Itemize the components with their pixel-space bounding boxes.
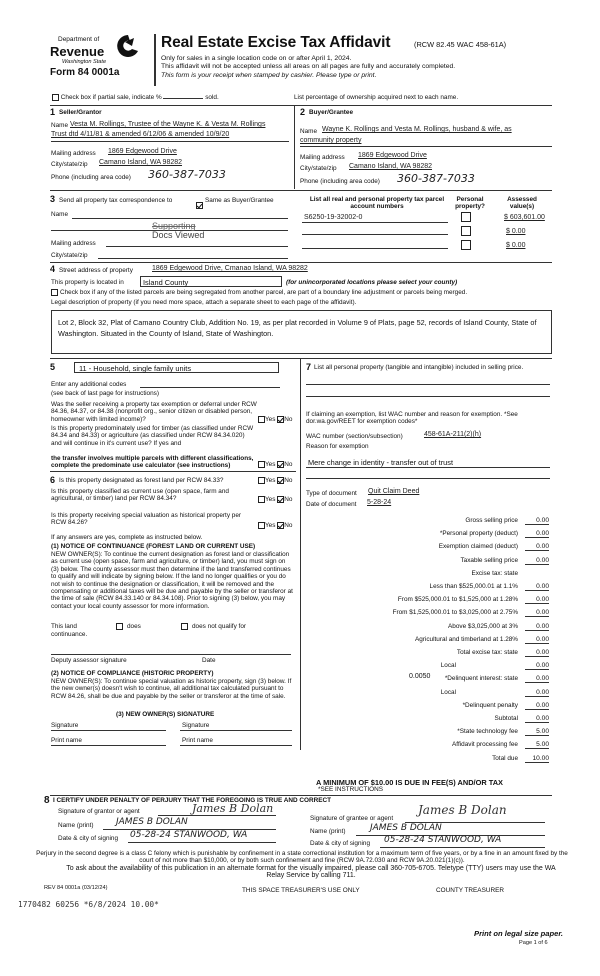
fee-label-5: Less than $525,000.01 at 1.1% [429, 583, 518, 590]
property-number: 4 [50, 264, 56, 274]
section6-number: 6 [50, 475, 56, 485]
historic-no-checkbox[interactable] [277, 522, 284, 529]
grantee-name-label: Name (print) [310, 828, 346, 835]
does-qualify-checkbox[interactable] [116, 623, 123, 630]
fee-label-9: Agricultural and timberland at 1.28% [414, 635, 518, 643]
minimum-fee-note: A MINIMUM OF $10.00 IS DUE IN FEE(S) AND/OR TAX [316, 778, 503, 787]
grantee-date-label: Date & city of signing [310, 840, 371, 847]
ownership-note: List percentage of ownership acquired next to each name. [294, 94, 459, 101]
personal-property-list-label: List all personal property (tangible and intangible) included in selling price. [314, 364, 524, 371]
grantee-heading: Buyer/Grantee [309, 109, 354, 116]
personal-property-checkbox-1[interactable] [461, 212, 471, 222]
fee-label-6: From $525,000.01 to $1,525,000 at 1.28% [397, 596, 518, 604]
alternate-format-note: To ask about the availability of this publication in an alternate format for the visually impaired, please call 360-705-6705. Teletype (TTY) users may use the WA Relay Service by calling 711. [66, 865, 556, 880]
seller-city[interactable]: Camano Island, WA 98282 [99, 159, 183, 166]
grantee-name-print[interactable]: JAMES B DOLAN [370, 823, 442, 833]
partial-sale-label: Check box if partial sale, indicate % [60, 94, 162, 102]
document-type[interactable]: Quit Claim Deed [368, 488, 420, 495]
grantee-date-city[interactable]: 05-28-24 STANWOOD, WA [384, 835, 502, 845]
timber-yes-checkbox[interactable] [258, 461, 265, 468]
timber-question-2: the transfer involves multiple parcels with different classifications, complete the predominate use calculator (see instructions) [51, 455, 254, 470]
fee-value-14[interactable]: 0.00 [525, 702, 549, 710]
document-type-label: Type of document [306, 490, 357, 497]
fee-value-17[interactable]: 5.00 [525, 741, 549, 749]
personal-property-header: Personal property? [455, 196, 485, 211]
assessed-value-1[interactable]: $ 603,601.00 [504, 214, 545, 221]
forest-yes-no: Yes No [258, 477, 292, 485]
grantee-city[interactable]: Camano Island, WA 98282 [349, 163, 433, 170]
current-use-no-checkbox[interactable] [277, 496, 284, 503]
additional-codes-label: Enter any additional codes [51, 381, 127, 388]
fee-value-12[interactable]: 0.00 [525, 675, 549, 683]
washington-state-label: Washington State [62, 59, 107, 65]
does-not-label: does not qualify for [192, 623, 246, 630]
dor-logo-block [50, 34, 150, 82]
land-use-value: 11 - Household, single family units [79, 364, 192, 373]
treasurer-use-label: THIS SPACE TREASURER'S USE ONLY [242, 887, 360, 894]
current-use-yes-checkbox[interactable] [258, 496, 265, 503]
same-as-grantee-checkbox[interactable] [196, 202, 203, 209]
codes-note: (see back of last page for instructions) [51, 390, 159, 397]
seller-heading: Seller/Grantor [59, 109, 102, 116]
exemption-yes-checkbox[interactable] [258, 416, 265, 423]
grantor-signature[interactable]: James B Dolan [192, 802, 274, 815]
street-address-label: Street address of property [59, 267, 133, 274]
fee-label-17: Affidavit processing fee [452, 741, 518, 749]
exemption-reason[interactable]: Mere change in identity - transfer out of trust [308, 458, 454, 467]
continuance-text: NEW OWNER(S): To continue the current designation as forest land or classification as current use (open space, farm and agriculture, or timber) land, you must sign on (3) below. The county assessor must then determine if the land transferred continues to qualify and will indicate by signing below. If the land no longer qualifies or you do not wish to continue the designation or classification, it will be removed and the compensating or additional taxes will be due and payable by the seller or transferor at the time of sale (RCW 84.33.140 or 84.34.108). Prior to signing (3) below, you may contact your local county assessor for more information. [51, 551, 293, 610]
fee-value-5[interactable]: 0.00 [525, 583, 549, 591]
subtitle-3: This form is your receipt when stamped by cashier. Please type or print. [161, 72, 377, 79]
corr-city-label: City/state/zip [51, 252, 88, 259]
partial-sale-checkbox[interactable] [52, 94, 59, 101]
located-in-label: This property is located in [51, 279, 124, 286]
fee-value-8[interactable]: 0.00 [525, 623, 549, 631]
grantor-date-label: Date & city of signing [58, 835, 119, 842]
fee-value-15[interactable]: 0.00 [525, 715, 549, 723]
fee-label-2: Exemption claimed (deduct) [438, 543, 518, 551]
forest-no-checkbox[interactable] [277, 477, 284, 484]
deputy-signature-label: Deputy assessor signature [51, 657, 127, 664]
assessed-value-3[interactable]: $ 0.00 [506, 242, 526, 249]
does-not-qualify-checkbox[interactable] [181, 623, 188, 630]
same-as-grantee-label: Same as Buyer/Grantee [205, 197, 274, 204]
exemption-yes-no: Yes No [258, 416, 292, 424]
fee-value-6[interactable]: 0.00 [525, 596, 549, 604]
revision-label: REV 84 0001a (03/12/24) [44, 885, 108, 891]
subtitle-2: This affidavit will not be accepted unless all areas on all pages are fully and accurately completed. [161, 63, 456, 70]
fee-label-18: Total due [492, 754, 518, 762]
fee-label-3: Taxable selling price [460, 556, 518, 564]
assessed-value-2[interactable]: $ 0.00 [506, 228, 526, 235]
grantee-name-label: Name [300, 128, 318, 135]
reason-label: Reason for exemption [306, 443, 369, 450]
seller-phone[interactable]: 360-387-7033 [148, 168, 226, 181]
segregation-label: Check box if any of the listed parcels are being segregated from another parcel, are part of a boundary line adjustment or parcels being merged. [60, 289, 468, 296]
local-rate: 0.0050 [409, 673, 431, 680]
legal-description-box[interactable] [51, 310, 552, 354]
deputy-date-label: Date [202, 657, 216, 664]
see-instructions-note: *SEE INSTRUCTIONS [318, 786, 383, 793]
logo-icon [116, 34, 140, 60]
partial-sale-row [52, 94, 219, 102]
personal-property-checkbox-3[interactable] [461, 240, 471, 250]
seller-mailing-label: Mailing address [51, 150, 96, 157]
timber-no-checkbox[interactable] [277, 461, 284, 468]
dept-label: Department of [58, 36, 100, 43]
rcw-reference: (RCW 82.45 WAC 458-61A) [414, 40, 507, 49]
perjury-warning: Perjury in the second degree is a class C felony which is punishable by confinement in a state correctional institution for a maximum term of five years, or by a fine in an amount fixed by the court of not more than $10,000, or by both such confinement and fine (RCW 9A.72.030 and RCW 9A.20.021(1)(c)). [36, 850, 568, 865]
grantee-phone-label: Phone (including area code) [300, 178, 380, 185]
grantor-signature-label: Signature of grantor or agent [58, 808, 140, 815]
receipt-stamp: 1770482 60256 *6/8/2024 10.00* [18, 900, 159, 909]
forest-land-question: Is this property designated as forest land per RCW 84.33? [59, 477, 224, 484]
grantee-signature-label: Signature of grantee or agent [310, 815, 394, 822]
continuance-label: continuance. [51, 631, 88, 638]
personal-property-checkbox-2[interactable] [461, 226, 471, 236]
fee-value-2[interactable]: 0.00 [525, 543, 549, 551]
page-number: Page 1 of 6 [519, 940, 548, 946]
seller-phone-label: Phone (including area code) [51, 174, 131, 181]
section5-number: 5 [50, 362, 56, 372]
document-date-label: Date of document [306, 501, 357, 508]
historic-heading: (2) NOTICE OF COMPLIANCE (HISTORIC PROPERTY) [51, 670, 214, 677]
legal-description-text: Lot 2, Block 32, Plat of Camano Country Club, Addition No. 19, as per plat recorded in Volume 9 of Plats, page 52, records of Island County, State of Washington. Situated in the County of Island, State of Washington. [58, 318, 537, 338]
this-land-label: This land [51, 623, 77, 630]
fee-label-13: Local [440, 688, 456, 696]
continuance-heading: (1) NOTICE OF CONTINUANCE (FOREST LAND OR CURRENT USE) [51, 543, 256, 550]
sold-label: sold. [205, 94, 219, 102]
fee-value-16[interactable]: 5.00 [525, 728, 549, 736]
county-value: Island County [143, 278, 189, 287]
owner-print-name-2: Print name [182, 737, 213, 744]
fee-value-10[interactable]: 0.00 [525, 649, 549, 657]
grantee-number: 2 [300, 107, 306, 117]
fee-label-0: Gross selling price [465, 517, 518, 524]
section8-number: 8 [44, 795, 50, 806]
new-owner-signature-heading: (3) NEW OWNER(S) SIGNATURE [116, 711, 215, 718]
grantee-name-1[interactable]: Wayne K. Rollings and Vesta M. Rollings, husband & wife, as [322, 126, 512, 133]
fee-value-7[interactable]: 0.00 [525, 609, 549, 617]
seller-mailing[interactable]: 1869 Edgewood Drive [108, 148, 177, 155]
document-date[interactable]: 5-28-24 [367, 499, 392, 506]
fee-label-10: Total excise tax: state [456, 649, 518, 656]
fee-label-1: *Personal property (deduct) [439, 530, 518, 538]
grantor-date-city[interactable]: 05-28-24 STANWOOD, WA [130, 830, 248, 840]
stamp-line-2: Docs Viewed [152, 230, 205, 240]
fee-value-9[interactable]: 0.00 [525, 636, 549, 644]
forest-yes-checkbox[interactable] [258, 477, 265, 484]
correspondence-label: Send all property tax correspondence to [59, 197, 173, 204]
owner-print-name-1: Print name [51, 737, 82, 744]
correspondence-number: 3 [50, 194, 56, 204]
fee-label-15: Subtotal [494, 715, 518, 722]
grantee-name-2[interactable]: community property [300, 137, 362, 144]
fee-value-0[interactable]: 0.00 [525, 517, 549, 525]
unincorporated-note: (for unincorporated locations please select your county) [286, 279, 458, 286]
fee-value-1[interactable]: 0.00 [525, 530, 549, 538]
legal-description-label: Legal description of property (if you need more space, attach a separate sheet to each page of the affidavit). [51, 299, 357, 306]
fee-label-4: Excise tax: state [471, 569, 518, 577]
fee-label-7: From $1,525,000.01 to $3,025,000 at 2.75% [392, 609, 518, 617]
street-address[interactable]: 1869 Edgewood Drive, Cmanao Island, WA 98282 [152, 265, 308, 272]
seller-name-1[interactable]: Vesta M. Rollings, Trustee of the Wayne K. & Vesta M. Rollings [70, 121, 266, 128]
exemption-question: Was the seller receiving a property tax exemption or deferral under RCW 84.36, 84.37, or 84.38 (nonprofit org., senior citizen or disabled person, homeowner with limited income)? [51, 401, 257, 423]
wac-label: WAC number (section/subsection) [306, 433, 403, 440]
print-legal-note: Print on legal size paper. [474, 929, 564, 938]
fee-label-11: Local [440, 662, 456, 670]
seller-city-label: City/state/zip [51, 161, 88, 168]
exemption-no-checkbox[interactable] [277, 416, 284, 423]
historic-yes-no: Yes No [258, 522, 292, 530]
grantor-name[interactable]: JAMES B DOLAN [116, 817, 188, 827]
supporting-docs-stamp [152, 222, 204, 240]
land-use-select[interactable] [74, 362, 279, 373]
stamp-line-1: Supporting [152, 221, 196, 231]
grantee-signature[interactable]: James B Dolan [418, 803, 507, 817]
section7-number: 7 [306, 362, 312, 372]
historic-text: NEW OWNER(S): To continue special valuation as historic property, sign (3) below. If the new owner(s) doesn't wish to continue, all additional tax calculated pursuant to RCW 84.26, shall be due and payable by the seller or transferor at the time of sale. [51, 678, 292, 700]
fee-label-16: *State technology fee [457, 728, 518, 736]
certification-statement: I CERTIFY UNDER PENALTY OF PERJURY THAT THE FOREGOING IS TRUE AND CORRECT [53, 797, 332, 804]
segregation-checkbox[interactable] [51, 289, 58, 296]
fee-value-11[interactable]: 0.00 [525, 662, 549, 670]
corr-mailing-label: Mailing address [51, 240, 96, 247]
grantor-name-label: Name (print) [58, 822, 94, 829]
form-number: Form 84 0001a [50, 67, 120, 78]
parcel-column-header: List all real and personal property tax parcel account numbers [309, 196, 445, 211]
seller-name-2[interactable]: Trust dtd 4/11/81 & amended 6/12/06 & amended 10/9/20 [51, 131, 230, 138]
does-label: does [127, 623, 141, 630]
county-select[interactable] [140, 276, 282, 287]
timber-question: Is this property predominately used for timber (as classified under RCW 84.34 and 84.33) or agriculture (as classified under RCW 84.34.020) and will continue in it's current use? If yes and [51, 425, 254, 447]
current-use-yes-no: Yes No [258, 496, 292, 504]
parcel-number-1[interactable]: S6250-19-32002-0 [304, 214, 363, 221]
historic-question: Is this property receiving special valuation as historical property per RCW 84.26? [51, 512, 242, 527]
grantee-mailing[interactable]: 1869 Edgewood Drive [358, 152, 427, 159]
fee-value-18[interactable]: 10.00 [525, 755, 549, 763]
owner-signature-label-2: Signature [182, 722, 210, 729]
current-use-question: Is this property classified as current use (open space, farm and agricultural, or timber) land per RCW 84.34? [51, 488, 229, 503]
fee-label-8: Above $3,025,000 at 3% [448, 622, 518, 630]
owner-signature-label-1: Signature [51, 722, 79, 729]
form-title: Real Estate Excise Tax Affidavit [161, 34, 391, 51]
timber-yes-no: Yes No [258, 461, 292, 469]
answer-note: If any answers are yes, complete as instructed below. [51, 534, 203, 541]
historic-yes-checkbox[interactable] [258, 522, 265, 529]
corr-name-label: Name [51, 211, 69, 218]
seller-name-label: Name [51, 122, 69, 129]
revenue-logo-text: Revenue [50, 44, 105, 59]
wac-number[interactable]: 458-61A-211(2)(h) [424, 431, 482, 438]
seller-number: 1 [50, 107, 56, 117]
fee-label-12: *Delinquent interest: state [444, 675, 518, 683]
county-treasurer-label: COUNTY TREASURER [436, 887, 504, 894]
exemption-note: If claiming an exemption, list WAC number and reason for exemption. *See dor.wa.gov/REET for exemption codes* [306, 411, 518, 426]
grantee-city-label: City/state/zip [300, 165, 337, 172]
fee-value-3[interactable]: 0.00 [525, 557, 549, 565]
assessed-value-header: Assessed value(s) [507, 196, 537, 211]
grantee-phone[interactable]: 360-387-7033 [397, 172, 475, 185]
grantee-mailing-label: Mailing address [300, 154, 345, 161]
fee-label-14: *Delinquent penalty [462, 701, 518, 709]
subtitle-1: Only for sales in a single location code on or after April 1, 2024. [161, 55, 352, 62]
fee-value-13[interactable]: 0.00 [525, 689, 549, 697]
